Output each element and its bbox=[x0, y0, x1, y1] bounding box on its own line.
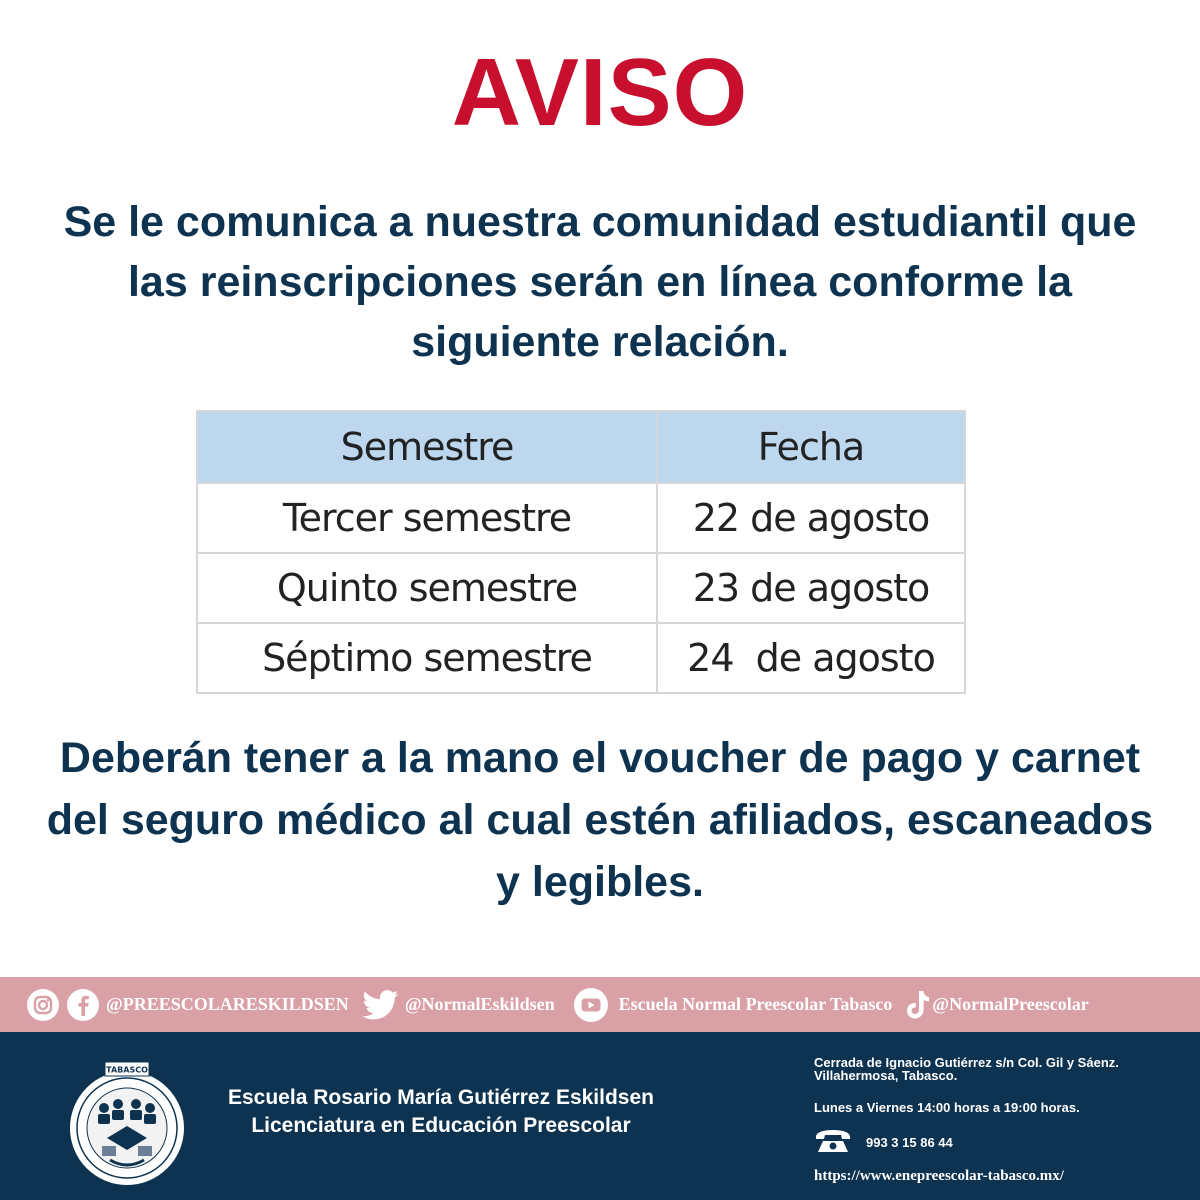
office-hours: Lunes a Viernes 14:00 horas a 19:00 horas. bbox=[814, 1100, 1080, 1115]
table-header-row bbox=[197, 411, 965, 483]
school-logo-icon bbox=[62, 1060, 192, 1190]
twitter-handle[interactable]: @NormalEskildsen bbox=[404, 994, 555, 1014]
phone-row bbox=[814, 1129, 1194, 1156]
notice-title: AVISO bbox=[451, 39, 749, 146]
address-line-2: Villahermosa, Tabasco. bbox=[814, 1068, 958, 1083]
header-fecha: Fecha bbox=[657, 411, 965, 483]
address-line-1: Cerrada de Ignacio Gutiérrez s/n Col. Gil y Sáenz. bbox=[814, 1055, 1119, 1070]
school-info bbox=[196, 1084, 686, 1140]
youtube-icon[interactable] bbox=[573, 987, 609, 1023]
phone-number[interactable]: 993 3 15 86 44 bbox=[866, 1135, 953, 1150]
telephone-icon bbox=[814, 1129, 852, 1156]
school-program: Licenciatura en Educación Preescolar bbox=[251, 1114, 631, 1137]
notice-requirements: Deberán tener a la mano el voucher de pago y carnet del seguro médico al cual estén afiliados, escaneados y legibles. bbox=[46, 734, 1154, 906]
table-row bbox=[197, 483, 965, 553]
facebook-handle[interactable]: @PREESCOLARESKILDSEN bbox=[106, 994, 349, 1014]
cell-semestre: Tercer semestre bbox=[197, 483, 657, 553]
contact-info bbox=[814, 1056, 1194, 1185]
cell-fecha: 24 de agosto bbox=[657, 623, 965, 693]
cell-semestre: Quinto semestre bbox=[197, 553, 657, 623]
youtube-channel[interactable]: Escuela Normal Preescolar Tabasco bbox=[618, 994, 893, 1014]
facebook-icon[interactable] bbox=[66, 988, 100, 1022]
tiktok-icon[interactable] bbox=[906, 990, 930, 1020]
cell-fecha: 22 de agosto bbox=[657, 483, 965, 553]
header-semestre: Semestre bbox=[197, 411, 657, 483]
tiktok-handle[interactable]: @NormalPreescolar bbox=[932, 994, 1089, 1014]
cell-semestre: Séptimo semestre bbox=[197, 623, 657, 693]
social-band bbox=[0, 977, 1200, 1032]
twitter-icon[interactable] bbox=[363, 990, 399, 1020]
school-name: Escuela Rosario María Gutiérrez Eskildsen bbox=[227, 1086, 654, 1109]
logo-text: TABASCO bbox=[106, 1065, 148, 1075]
table-row bbox=[197, 553, 965, 623]
instagram-icon[interactable] bbox=[26, 988, 60, 1022]
schedule-table bbox=[196, 410, 966, 694]
notice-intro: Se le comunica a nuestra comunidad estudiantil que las reinscripciones serán en línea conforme la siguiente relación. bbox=[63, 198, 1137, 366]
cell-fecha: 23 de agosto bbox=[657, 553, 965, 623]
footer bbox=[0, 1032, 1200, 1200]
website-link[interactable]: https://www.enepreescolar-tabasco.mx/ bbox=[814, 1168, 1064, 1184]
table-row bbox=[197, 623, 965, 693]
